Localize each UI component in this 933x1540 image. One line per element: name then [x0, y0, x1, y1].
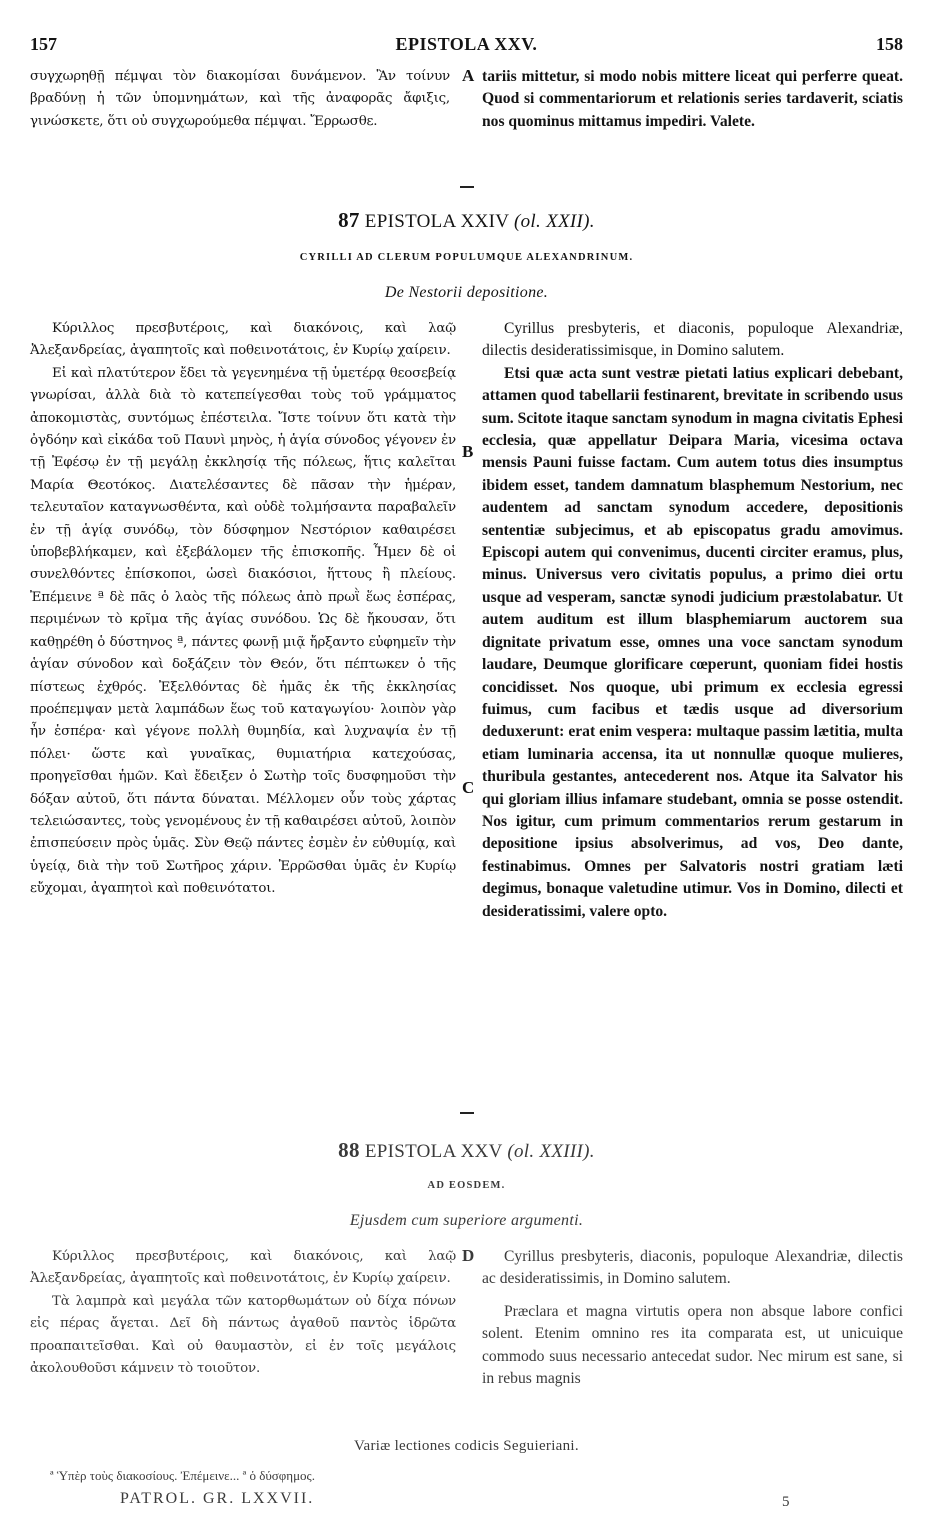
right-page-number: 158	[876, 34, 903, 54]
epistle-25-latin-column	[482, 1246, 903, 1436]
top-latin-text	[482, 66, 903, 158]
epistle-24-latin-salutation: Cyrillus presbyteris, et diaconis, populoque Alexandriæ, dilectis desideratissimisque, in Domino salutem.	[482, 320, 903, 360]
left-page-number: 157	[30, 34, 57, 54]
epistle-25-greek-column	[30, 1246, 456, 1426]
margin-marker-c: C	[462, 778, 475, 797]
document-page	[30, 30, 903, 1520]
variant-readings-title: Variæ lectiones codicis Seguieriani.	[354, 1438, 579, 1454]
signature-mark: PATROL. GR. LXXVII.	[120, 1490, 315, 1507]
top-greek-paragraph: συγχωρηθῇ πέμψαι τὸν διακομίσαι δυνάμενον. Ἂν τοίνυν βραδύνῃ ἡ τῶν ὑπομνημάτων, καὶ τῆς ἀναφορᾶς ἄφιξις, γινώσκετε, ὅτι οὐ συγχωρούμεθα πέμψαι. Ἔρρωσθε.	[30, 69, 450, 129]
epistle-24-old-numbering: (ol. XXII).	[514, 211, 595, 232]
section-divider-2	[460, 1112, 474, 1114]
top-latin-paragraph: tariis mittetur, si modo nobis mittere liceat qui perferre queat. Quod si commentariorum et relationis series tardaverit, sciatis nos quominus mittamus impediri. Valete.	[482, 68, 903, 130]
margin-marker-b: B	[462, 442, 474, 461]
epistle-25-latin-body: Præclara et magna virtutis opera non absque labore confici solent. Etenim omnino res ita comparata est, ut unicuique commodo suus necessario antecedat sudor. Nec mirum est sane, si in rebus magnis	[482, 1302, 903, 1388]
section-divider	[460, 186, 474, 188]
epistle-24-greek-body: Εἰ καὶ πλατύτερον ἔδει τὰ γεγενημένα τῇ ὑμετέρᾳ θεοσεβείᾳ γνωρίσαι, ἀλλὰ διὰ τὸ κατεπείγεσθαι τοὺς τοῦ γράμματος ἀποκομιστὰς, συντόμως ἐπέστειλα. Ἴστε τοίνυν ὅτι κατὰ τὴν ὀγδόην καὶ εἰκάδα τοῦ Παυνὶ μηνὸς, ἡ ἁγία σύνοδος γέγονεν ἐν τῇ Ἐφέσῳ ἐν τῇ μεγάλῃ ἐκκλησίᾳ τῆς πόλεως, ἥτις καλεῖται Μαρία Θεοτόκος. Διατελέσαντες δὲ πᾶσαν τὴν ἡμέραν, τελευταῖον καταγνωσθέντα, καὶ οὐδὲ τολμήσαντα παραβαλεῖν ἐν τῇ ἁγίᾳ συνόδῳ, τὸν δύσφημον Νεστόριον καθαιρέσει ὑποβεβλήκαμεν, καὶ ἐξεβάλομεν τῆς ἐπισκοπῆς. Ἦμεν δὲ οἱ συνελθόντες ἐπίσκοποι, ὡσεὶ διακόσιοι, ἥττους ἢ πλείους. Ἐπέμεινε ª δὲ πᾶς ὁ λαὸς τῆς πόλεως ἀπὸ πρωῒ ἕως ἑσπέρας, περιμένων τὸ κρῖμα τῆς ἁγίας συνόδου. Ὡς δὲ ἤκουσαν, ὅτι καθῃρέθη ὁ δύστηνος ª, πάντες φωνῇ μιᾷ ἤρξαντο εὐφημεῖν τὴν ἁγίαν σύνοδον καὶ δοξάζειν τὸν Θεόν, ὅτι πέπτωκεν ὁ τῆς πίστεως ἐχθρός. Ἐξελθόντας δὲ ἡμᾶς ἐκ τῆς ἐκκλησίας προέπεμψαν μετὰ λαμπάδων ἕως τοῦ καταγωγίου· λοιπὸν γὰρ ἦν ἑσπέρα· καὶ γέγονε πολλὴ θυμηδία, καὶ λυχναψία ἐν τῇ πόλει· ὥστε καὶ γυναῖκας, θυμιατήρια κατεχούσας, προηγεῖσθαι ἡμῶν. Καὶ ἔδειξεν ὁ Σωτὴρ τοῖς δυσφημοῦσι τὴν δόξαν αὐτοῦ, ὅτι πάντα δύναται. Μέλλομεν οὖν τοὺς χάρτας τελειώσαντες, τοὺς γενομένους ἐν τῇ καθαιρέσει αὐτοῦ, λοιπὸν ἐπισπεύσειν πρὸς ὑμᾶς. Σὺν Θεῷ πάντες ἐσμὲν ἐν εὐθυμίᾳ, καὶ ὑγείᾳ, διὰ τὴν τοῦ Σωτῆρος χάριν. Ἐρρῶσθαι ὑμᾶς ἐν Κυρίῳ εὔχομαι, ἀγαπητοὶ καὶ ποθεινότατοι.	[30, 365, 456, 897]
epistle-24-latin-body: Etsi quæ acta sunt vestræ pietati latius explicari debebant, attamen quod tabellarii festinarent, brevitate in scribendo usus sum. Scitote itaque sanctam synodum in magna civitatis Ephesi ecclesia, quæ appellatur Deipara Maria, vicesima octava mensis Pauni fuisse factam. Cum autem totus dies insumptus ibidem esset, tandem damnatum blasphemum Nestorium, nec audentem ad sanctam synodum accedere, depositionis sententiæ subjecimus, et ab episcopatus gradu amovimus. Episcopi autem qui convenimus, ducenti circiter eramus, plus, minus. Universus vero civitatis populus, a primo diei ortu usque ad vesperam, sanctæ synodi judicium præstolabatur. Ut autem auditum est illum blasphemiarum auctorem sua dignitate privatum esse, omnes una voce sanctam synodum laudare, Deumque glorificare cœperunt, quoniam fidei hostis concidisset. Nos quoque, ubi primum ex ecclesia egressi fuimus, cum facibus et tædis usque ad diversorium deduxerunt: erat enim vespera: multaque passim lætitia, multa etiam luminaria accensa, ita ut nonnullæ quoque mulieres, thuribula gestantes, antecederent nos. Atque ita Salvator his qui gloriam illius infamare studebant, omnia se posse ostendit. Nos igitur, cum primum commentarios rerum gestarum in depositione ipsius absolverimus, ad vos, Deo dante, festinabimus. Omnes per Salvatoris nostri gratiam læti degimus, bonaque valetudine utimur. Vos in Domino, dilecti et desideratissimi, valere opto.	[482, 364, 903, 920]
epistle-25-latin-salutation: Cyrillus presbyteris, diaconis, populoque Alexandriæ, dilectis ac desideratissimis, in Domino salutem.	[482, 1248, 903, 1288]
epistle-25-heading	[30, 1138, 903, 1163]
epistle-25-greek-salutation: Κύριλλος πρεσβυτέροις, καὶ διακόνοις, καὶ λαῷ Ἀλεξανδρείας, ἀγαπητοῖς καὶ ποθεινοτάτοις, ἐν Κυρίῳ χαίρειν.	[30, 1249, 456, 1287]
gathering-mark: 5	[782, 1494, 790, 1510]
epistle-24-title: EPISTOLA XXIV	[364, 211, 509, 232]
epistle-25-old-numbering: (ol. XXIII).	[507, 1141, 595, 1162]
epistle-25-greek-body: Τὰ λαμπρὰ καὶ μεγάλα τῶν κατορθωμάτων οὐ δίχα πόνων εἰς πέρας ἄγεται. Δεῖ δὴ πάντως ἀγαθοῦ παντὸς ἱδρῶτα προαπαιτεῖσθαι. Καὶ οὐ θαυμαστὸν, εἰ ἐν τοῖς μεγάλοις ἀκολουθοῦσι κάμνειν τὸ τοιοῦτον.	[30, 1293, 456, 1377]
running-head	[30, 30, 903, 54]
epistle-24-greek-column	[30, 318, 456, 1028]
epistle-24-subject: De Nestorii depositione.	[384, 284, 549, 301]
epistle-25-addressee: AD EOSDEM.	[427, 1180, 506, 1191]
variant-reading-note: ª Ὑπὲρ τοὺς διακοσίους. Ἐπέμεινε... ª ὁ δύσφημος.	[50, 1468, 315, 1483]
epistle-24-heading	[30, 208, 903, 233]
running-title: EPISTOLA XXV.	[395, 34, 538, 54]
top-greek-text	[30, 66, 450, 158]
epistle-24-greek-salutation: Κύριλλος πρεσβυτέροις, καὶ διακόνοις, καὶ λαῷ Ἀλεξανδρείας, ἀγαπητοῖς καὶ ποθεινοτάτοις, ἐν Κυρίῳ χαίρειν.	[30, 321, 456, 359]
margin-marker-d: D	[462, 1246, 475, 1265]
epistle-24-number: 87	[338, 208, 360, 232]
epistle-24-addressee: CYRILLI AD CLERUM POPULUMQUE ALEXANDRINUM.	[299, 252, 634, 263]
epistle-25-title: EPISTOLA XXV	[364, 1141, 503, 1162]
margin-marker-a: A	[462, 66, 475, 85]
epistle-24-latin-column	[482, 318, 903, 1118]
epistle-25-subject: Ejusdem cum superiore argumenti.	[349, 1212, 584, 1229]
epistle-25-number: 88	[338, 1138, 360, 1162]
